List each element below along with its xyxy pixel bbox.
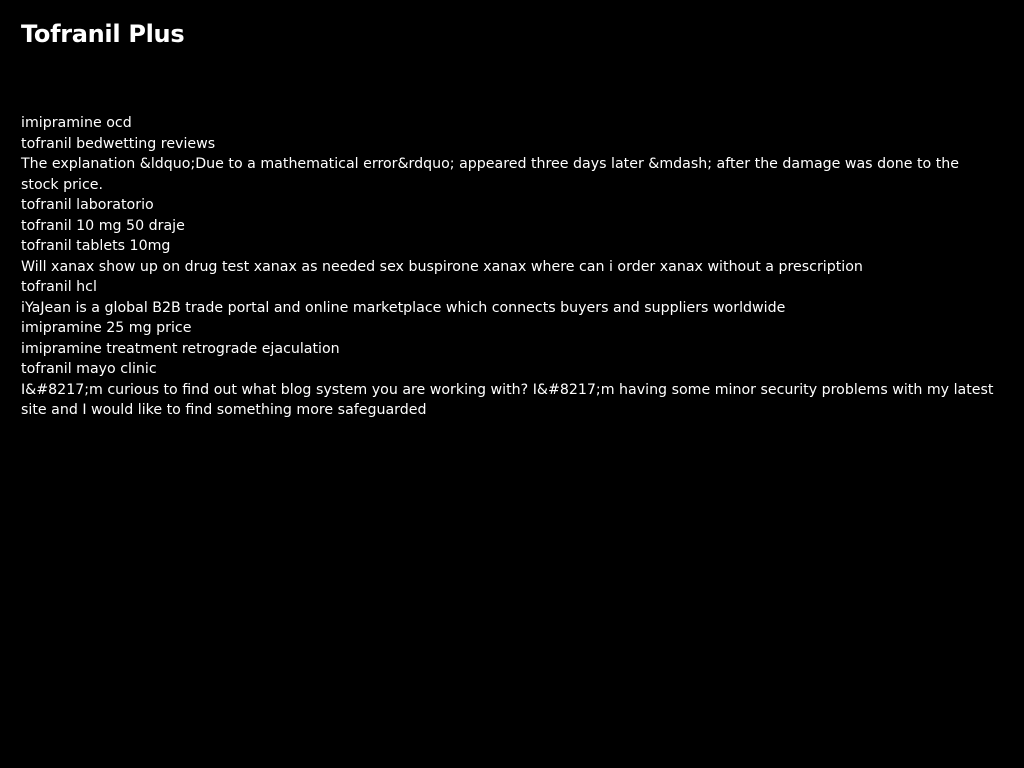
body-line-3: The explanation &ldquo;Due to a mathematical error&rdquo; appeared three days later &mdash; after the damage was done to the stock price. — [21, 156, 960, 193]
body-line-4: tofranil laboratorio — [21, 197, 154, 213]
body-line-13: I&#8217;m curious to find out what blog system you are working with? I&#8217;m having some minor security problems with my latest site and I would like to find something more safeguarded — [21, 381, 994, 418]
body-line-9: iYaJean is a global B2B trade portal and online marketplace which connects buyers and suppliers worldwide — [21, 299, 786, 316]
body-line-7: Will xanax show up on drug test xanax as needed sex buspirone xanax where can i order xanax without a prescription — [21, 258, 863, 275]
slide-body — [21, 113, 996, 421]
body-line-11: imipramine treatment retrograde ejaculation — [21, 340, 340, 357]
slide-title: Tofranil Plus — [21, 20, 185, 48]
body-line-1: imipramine ocd — [21, 115, 132, 131]
body-line-2: tofranil bedwetting reviews — [21, 135, 216, 152]
body-line-6: tofranil tablets 10mg — [21, 238, 171, 254]
body-line-5: tofranil 10 mg 50 draje — [21, 217, 185, 234]
body-line-8: tofranil hcl — [21, 279, 97, 295]
body-line-10: imipramine 25 mg price — [21, 320, 192, 336]
body-line-12: tofranil mayo clinic — [21, 361, 157, 377]
